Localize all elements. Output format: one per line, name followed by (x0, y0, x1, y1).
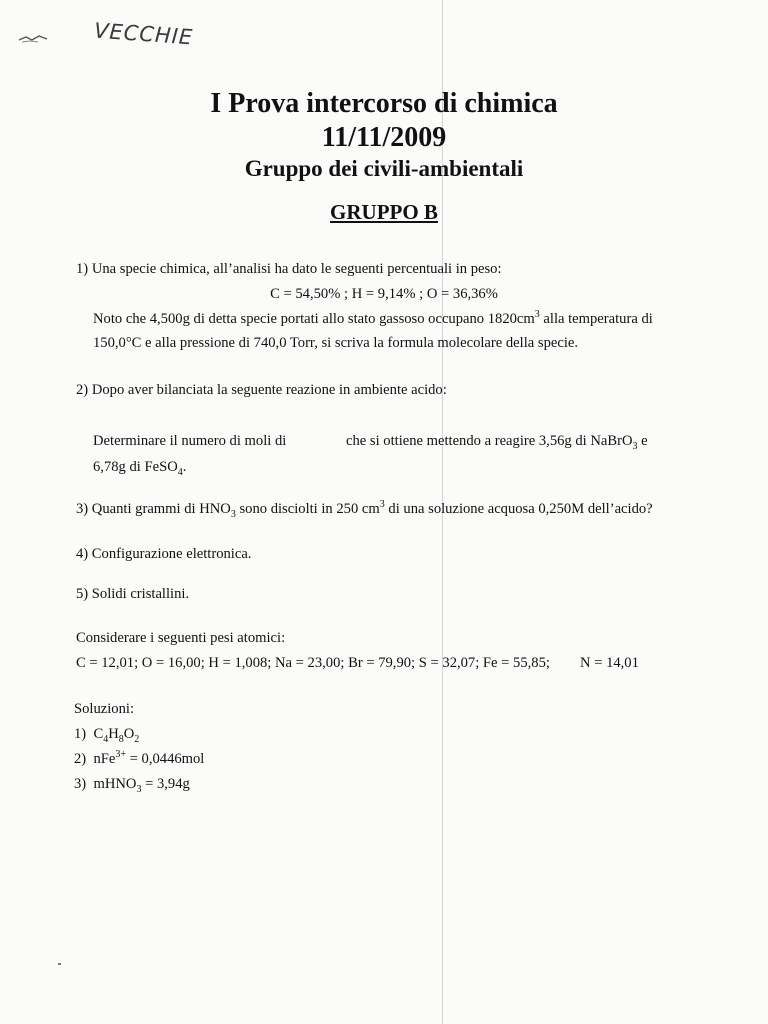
atomic-weights-values: C = 12,01; O = 16,00; H = 1,008; Na = 23,00; Br = 79,90; S = 32,07; Fe = 55,85; (76, 655, 550, 671)
question-5: 5) Solidi cristallini. (76, 586, 190, 602)
question-2-line2-a: Determinare il numero di moli di (93, 433, 287, 449)
group-subtitle: Gruppo dei civili-ambientali (244, 156, 524, 181)
scan-speck (58, 963, 61, 965)
question-2-number: 2) (76, 382, 89, 398)
page-title: I Prova intercorso di chimica (210, 88, 558, 119)
solution-2: 2) nFe$^{3+}$ = 0,0446mol (74, 749, 205, 767)
atomic-weight-nitrogen: N = 14,01 (580, 655, 639, 671)
group-heading: GRUPPO B (330, 200, 438, 224)
exam-date: 11/11/2009 (321, 122, 447, 153)
solution-1: 1) $C_4H_8O_2$ (74, 726, 140, 745)
question-1-line4: 150,0°C e alla pressione di 740,0 Torr, si scriva la formula molecolare della specie. (93, 335, 578, 351)
atomic-weights-heading: Considerare i seguenti pesi atomici: (76, 630, 286, 646)
question-2-text: Dopo aver bilanciata la seguente reazione in ambiente acido: (91, 382, 447, 398)
question-3: 3) Quanti grammi di $HNO_3$ sono disciolti in 250 $cm^3$ di una soluzione acquosa 0,250M dell’acido? (76, 499, 653, 520)
question-1-number: 1) (76, 261, 89, 277)
ink-smudge-mark (18, 34, 48, 44)
question-2-line3: 6,78g di FeSO$_4$. (93, 459, 187, 478)
solution-3: 3) mHNO$_3$ = 3,94g (74, 776, 190, 795)
question-1-line3: Noto che 4,500g di detta specie portati allo stato gassoso occupano $1820cm^3$ alla temperatura di (93, 309, 653, 327)
question-4: 4) Configurazione elettronica. (76, 546, 252, 562)
question-1-percentages: C = 54,50% ; H = 9,14% ; O = 36,36% (270, 286, 498, 302)
question-1 (76, 260, 502, 278)
question-2 (76, 381, 447, 399)
solutions-heading: Soluzioni: (74, 701, 134, 717)
handwritten-note: VECCHIE (93, 18, 194, 50)
question-1-text: Una specie chimica, all’analisi ha dato le seguenti percentuali in peso: (91, 261, 502, 277)
question-2-line2-b: che si ottiene mettendo a reagire 3,56g di NaBrO$_3$ e (346, 433, 648, 452)
